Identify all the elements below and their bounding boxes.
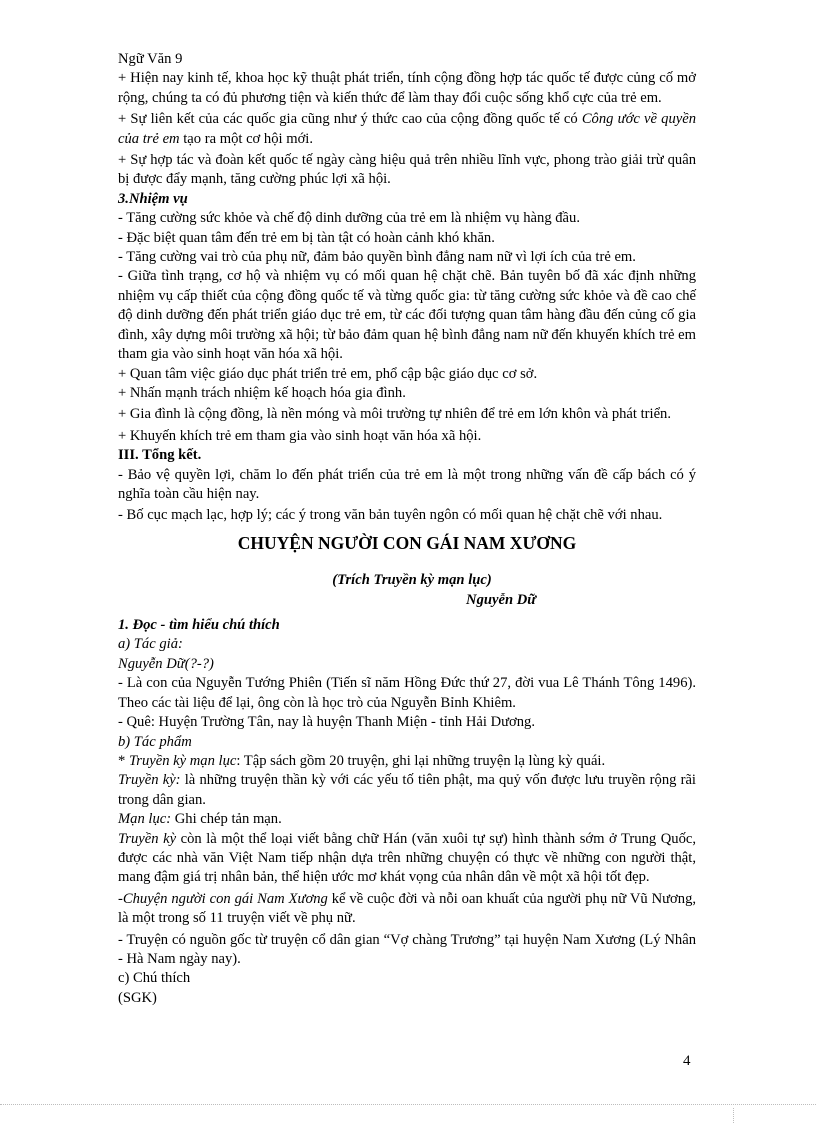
conclusion-item: - Bố cục mạch lạc, hợp lý; các ý trong văn bản tuyên ngôn có mối quan hệ chặt chẽ với nhau. (118, 507, 663, 524)
conclusion-item: - Bảo vệ quyền lợi, chăm lo đến phát triển của trẻ em là một trong những vấn đề cấp bách có ý nghĩa toàn cầu hiện nay. (118, 466, 696, 502)
task-item: - Tăng cường sức khỏe và chế độ dinh dưỡng của trẻ em là nhiệm vụ hàng đầu. (118, 210, 580, 227)
work-line-prefix: * (118, 752, 129, 769)
convention-title: Công ước về quyền của trẻ em (118, 111, 696, 147)
notes-reference: (SGK) (118, 989, 157, 1006)
conclusion-heading: III. Tổng kết. (118, 447, 202, 464)
task-item: + Khuyến khích trẻ em tham gia vào sinh hoạt văn hóa xã hội. (118, 427, 482, 444)
origin-paragraph: - Truyện có nguồn gốc từ truyện cổ dân gian “Vợ chàng Trương” tại huyện Nam Xương (Lý Nhân - Hà Nam ngày nay). (118, 931, 696, 967)
work-line-text: là những truyện thần kỳ với các yếu tố tiên phật, ma quỷ vốn được lưu truyền rộng rãi trong dân gian. (118, 772, 696, 808)
author-name: Nguyễn Dữ(?-?) (118, 655, 214, 672)
convention-text-after: tạo ra một cơ hội mới. (179, 130, 313, 147)
convention-paragraph (118, 110, 696, 149)
story-subtitle: (Trích Truyền kỳ mạn lục) (332, 572, 492, 589)
work-line (118, 810, 696, 829)
work-line (118, 752, 696, 771)
page-number: 4 (683, 1053, 691, 1069)
work-line-text: : Tập sách gồm 20 truyện, ghi lại những truyện lạ lùng kỳ quái. (236, 752, 606, 769)
work-line-text: còn là một thể loại viết bằng chữ Hán (văn xuôi tự sự) hình thành sớm ở Trung Quốc, được các nhà văn Việt Nam tiếp nhận dựa trên những chuyện có thực về những con người thật, mang đậm giá trị nhân bản, thể hiện ước mơ khát vọng của nhân dân về một xã hội tốt đẹp. (118, 830, 696, 886)
work-line-term: Chuyện người con gái Nam Xương (122, 890, 328, 907)
story-author: Nguyễn Dữ (466, 591, 536, 608)
work-line-term: Truyền kỳ: (118, 772, 181, 789)
task-item: + Gia đình là cộng đồng, là nền móng và môi trường tự nhiên để trẻ em lớn khôn và phát triển. (118, 406, 671, 423)
work-line-term: Truyền kỳ (118, 830, 177, 847)
work-line-term: Mạn lục: (118, 811, 172, 828)
section3-heading: 3.Nhiệm vụ (118, 190, 188, 207)
page-bottom-divider (0, 1104, 816, 1105)
convention-text-before: + Sự liên kết của các quốc gia cũng như ý thức cao của cộng đồng quốc tế có (118, 111, 582, 128)
work-line-term: Truyền kỳ mạn lục (128, 752, 237, 769)
work-line-text: Ghi chép tản mạn. (171, 811, 282, 828)
task-item: + Nhấn mạnh trách nhiệm kế hoạch hóa gia đình. (118, 384, 406, 401)
work-line (118, 830, 696, 888)
cooperation-paragraph: + Sự hợp tác và đoàn kết quốc tế ngày càng hiệu quả trên nhiều lĩnh vực, phong trào giải trừ quân bị được đẩy mạnh, tăng cường phúc lợi xã hội. (118, 152, 696, 188)
page-corner-divider (733, 1108, 734, 1123)
author-line: - Quê: Huyện Trường Tân, nay là huyện Thanh Miện - tỉnh Hải Dương. (118, 714, 535, 731)
notes-subheading: c) Chú thích (118, 970, 191, 987)
work-subheading: b) Tác phẩm (118, 733, 192, 750)
story-title: CHUYỆN NGƯỜI CON GÁI NAM XƯƠNG (237, 532, 577, 553)
part1-heading: 1. Đọc - tìm hiểu chú thích (118, 617, 280, 634)
work-line-prefix: - (118, 890, 123, 907)
work-line-text: kể về cuộc đời và nỗi oan khuất của người phụ nữ Vũ Nương, là một trong số 11 truyện viết về phụ nữ. (118, 890, 697, 927)
author-line: - Là con của Nguyễn Tướng Phiên (Tiến sĩ năm Hồng Đức thứ 27, đời vua Lê Thánh Tông 1496). Theo các tài liệu để lại, ông còn là học trò của Nguyễn Bỉnh Khiêm. (118, 675, 696, 711)
task-item: - Tăng cường vai trò của phụ nữ, đảm bảo quyền bình đẳng nam nữ vì lợi ích của trẻ em. (118, 249, 636, 266)
author-subheading: a) Tác giả: (118, 636, 183, 653)
work-line (118, 890, 696, 929)
intro-paragraph: + Hiện nay kinh tế, khoa học kỹ thuật phát triển, tính cộng đồng hợp tác quốc tế được củng cố mở rộng, chúng ta có đủ phương tiện và kiến thức để làm thay đổi cuộc sống khổ cực của trẻ em. (118, 70, 696, 106)
running-header: Ngữ Văn 9 (118, 51, 183, 67)
task-item: - Đặc biệt quan tâm đến trẻ em bị tàn tật có hoàn cảnh khó khăn. (118, 229, 495, 246)
task-item: + Quan tâm việc giáo dục phát triển trẻ em, phổ cập bậc giáo dục cơ sở. (118, 365, 538, 382)
work-line (118, 771, 696, 810)
task-item: - Giữa tình trạng, cơ hộ và nhiệm vụ có mối quan hệ chặt chẽ. Bản tuyên bố đã xác định những nhiệm vụ cấp thiết của cộng đồng quốc tế và từng quốc gia: từ tăng cường sức khỏe và đề cao chế độ dinh dưỡng đến phát triển giáo dục trẻ em, từ các đối tượng quan tâm hàng đầu đến củng cố gia đình, xây dựng môi trường xã hội; từ bảo đảm quan hệ bình đẳng nam nữ đến khuyến khích trẻ em tham gia vào sinh hoạt văn hóa xã hội. (118, 268, 696, 363)
document-page (118, 50, 696, 1008)
